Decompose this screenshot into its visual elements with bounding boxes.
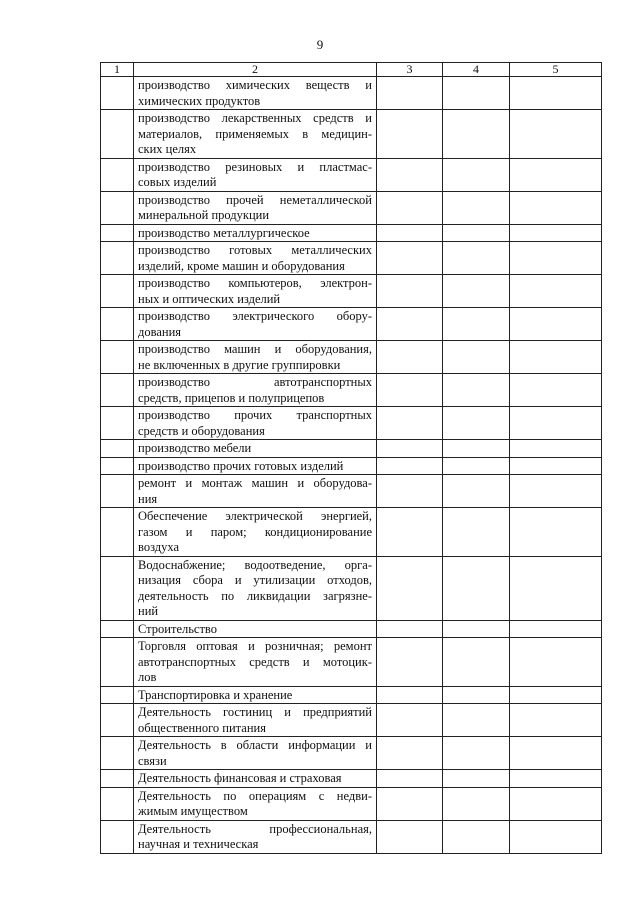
row-cell-col5 (510, 374, 602, 407)
row-cell-col5 (510, 820, 602, 853)
row-cell-col1 (101, 374, 134, 407)
row-cell-col4 (443, 110, 510, 159)
table-row (101, 475, 602, 508)
row-cell-col5 (510, 686, 602, 704)
activity-line: воздуха (138, 540, 180, 554)
row-cell-col3 (377, 787, 443, 820)
row-cell-col4 (443, 374, 510, 407)
row-cell-col4 (443, 787, 510, 820)
row-cell-col5 (510, 787, 602, 820)
activity-line: научная и техническая (138, 837, 259, 851)
row-cell-activity (134, 787, 377, 820)
row-cell-col4 (443, 158, 510, 191)
row-cell-col3 (377, 686, 443, 704)
activity-line: минеральной продукции (138, 208, 270, 222)
row-cell-col1 (101, 787, 134, 820)
row-cell-activity (134, 308, 377, 341)
row-cell-col1 (101, 508, 134, 557)
table-row (101, 556, 602, 620)
row-cell-col3 (377, 275, 443, 308)
activity-line: Водоснабжение; водоотведение, орга- (138, 557, 372, 572)
page-number: 9 (316, 37, 324, 52)
column-header-2: 2 (134, 63, 377, 77)
row-cell-col5 (510, 77, 602, 110)
table-row (101, 457, 602, 475)
row-cell-col5 (510, 475, 602, 508)
row-cell-col3 (377, 737, 443, 770)
row-cell-col4 (443, 224, 510, 242)
column-header-5: 5 (510, 63, 602, 77)
activity-line: ремонт и монтаж машин и оборудова- (138, 476, 372, 490)
table-row (101, 620, 602, 638)
row-cell-col5 (510, 508, 602, 557)
activity-line: Деятельность гостиниц и предприятий (138, 705, 372, 719)
activity-line: Торговля оптовая и розничная; ремонт (138, 639, 372, 653)
row-cell-col1 (101, 686, 134, 704)
row-cell-col3 (377, 242, 443, 275)
table-row (101, 77, 602, 110)
row-cell-col5 (510, 737, 602, 770)
table-row (101, 737, 602, 770)
activity-line: дования (138, 324, 182, 339)
row-cell-col1 (101, 770, 134, 788)
row-cell-col4 (443, 686, 510, 704)
row-cell-col1 (101, 737, 134, 770)
data-table (100, 62, 602, 854)
activity-line: связи (138, 753, 167, 768)
row-cell-col3 (377, 407, 443, 440)
table-row (101, 374, 602, 407)
row-cell-activity (134, 457, 377, 475)
row-cell-col4 (443, 737, 510, 770)
row-cell-activity (134, 77, 377, 110)
activity-line: производство резиновых и пластмас- (138, 159, 372, 174)
table-row (101, 440, 602, 458)
row-cell-col4 (443, 407, 510, 440)
row-cell-activity (134, 556, 377, 620)
activity-line: производство химических веществ и (138, 78, 372, 92)
row-cell-col1 (101, 638, 134, 687)
row-cell-col3 (377, 374, 443, 407)
row-cell-activity (134, 242, 377, 275)
row-cell-col4 (443, 556, 510, 620)
activity-line: Деятельность в области информации и (138, 738, 372, 752)
row-cell-col1 (101, 457, 134, 475)
row-cell-activity (134, 475, 377, 508)
row-cell-col3 (377, 191, 443, 224)
activity-line: средств, прицепов и полуприцепов (138, 390, 325, 405)
row-cell-col4 (443, 475, 510, 508)
activity-line: химических продуктов (138, 93, 261, 108)
activity-line: производство электрического обору- (138, 309, 372, 323)
row-cell-col4 (443, 440, 510, 458)
row-cell-col1 (101, 224, 134, 242)
column-header-4: 4 (443, 63, 510, 77)
row-cell-col4 (443, 77, 510, 110)
row-cell-activity (134, 704, 377, 737)
activity-line: Строительство (138, 621, 218, 636)
row-cell-activity (134, 737, 377, 770)
header-row (101, 63, 602, 77)
row-cell-col4 (443, 457, 510, 475)
activity-line: не включенных в другие группировки (138, 357, 341, 372)
row-cell-activity (134, 110, 377, 159)
activity-line: жимым имуществом (138, 804, 248, 818)
row-cell-col3 (377, 457, 443, 475)
row-cell-col4 (443, 620, 510, 638)
table-row (101, 341, 602, 374)
row-cell-activity (134, 686, 377, 704)
row-cell-col1 (101, 620, 134, 638)
row-cell-col5 (510, 242, 602, 275)
row-cell-col5 (510, 620, 602, 638)
row-cell-activity (134, 158, 377, 191)
activity-line: ний (138, 604, 159, 618)
activity-line: низация сбора и утилизации отходов, (138, 573, 372, 587)
row-cell-col3 (377, 770, 443, 788)
row-cell-activity (134, 374, 377, 407)
row-cell-col3 (377, 77, 443, 110)
row-cell-col4 (443, 275, 510, 308)
table-row (101, 638, 602, 687)
table-row (101, 158, 602, 191)
column-header-3: 3 (377, 63, 443, 77)
activity-line: производство лекарственных средств и (138, 111, 372, 125)
activity-line: производство металлургическое (138, 225, 310, 240)
row-cell-col5 (510, 770, 602, 788)
table-row (101, 508, 602, 557)
row-cell-activity (134, 224, 377, 242)
row-cell-col4 (443, 638, 510, 687)
table-row (101, 308, 602, 341)
activity-line: Транспортировка и хранение (138, 687, 293, 702)
row-cell-col3 (377, 440, 443, 458)
activity-line: ских целях (138, 142, 197, 156)
row-cell-activity (134, 638, 377, 687)
row-cell-col3 (377, 508, 443, 557)
activity-line: совых изделий (138, 175, 217, 189)
activity-line: Обеспечение электрической энергией, (138, 509, 372, 523)
row-cell-col4 (443, 341, 510, 374)
row-cell-col4 (443, 191, 510, 224)
row-cell-col5 (510, 556, 602, 620)
activity-line: ния (138, 491, 158, 506)
row-cell-col1 (101, 820, 134, 853)
row-cell-col1 (101, 475, 134, 508)
row-cell-col4 (443, 704, 510, 737)
activity-line: ных и оптических изделий (138, 291, 281, 306)
activity-line: Деятельность профессиональная, (138, 821, 372, 836)
activity-line: производство готовых металлических (138, 243, 372, 257)
row-cell-col3 (377, 638, 443, 687)
row-cell-col1 (101, 110, 134, 159)
activity-line: производство прочих транспортных (138, 408, 372, 422)
row-cell-col1 (101, 704, 134, 737)
row-cell-col1 (101, 308, 134, 341)
row-cell-col5 (510, 704, 602, 737)
row-cell-col3 (377, 620, 443, 638)
table-row (101, 110, 602, 159)
activity-line: производство прочей неметаллической (138, 192, 372, 207)
activity-line: Деятельность по операциям с недви- (138, 788, 372, 803)
row-cell-col5 (510, 191, 602, 224)
row-cell-col4 (443, 242, 510, 275)
row-cell-col4 (443, 308, 510, 341)
table-body (101, 77, 602, 854)
row-cell-col3 (377, 820, 443, 853)
activity-line: лов (138, 670, 157, 684)
table-row (101, 704, 602, 737)
row-cell-col5 (510, 275, 602, 308)
row-cell-col1 (101, 242, 134, 275)
table-row (101, 407, 602, 440)
row-cell-activity (134, 770, 377, 788)
table-row (101, 787, 602, 820)
row-cell-activity (134, 620, 377, 638)
row-cell-col5 (510, 440, 602, 458)
activity-line: автотранспортных средств и мотоцик- (138, 654, 372, 669)
row-cell-col1 (101, 440, 134, 458)
activity-line: производство машин и оборудования, (138, 342, 372, 356)
row-cell-col1 (101, 407, 134, 440)
row-cell-col3 (377, 110, 443, 159)
row-cell-activity (134, 820, 377, 853)
row-cell-col3 (377, 704, 443, 737)
column-header-1: 1 (101, 63, 134, 77)
row-cell-col5 (510, 224, 602, 242)
row-cell-activity (134, 440, 377, 458)
row-cell-col1 (101, 77, 134, 110)
row-cell-col4 (443, 770, 510, 788)
activity-line: производство мебели (138, 441, 252, 455)
activity-line: производство автотранспортных (138, 375, 372, 389)
activity-line: Деятельность финансовая и страховая (138, 771, 342, 785)
activity-line: материалов, применяемых в медицин- (138, 126, 372, 141)
table-row (101, 770, 602, 788)
row-cell-activity (134, 341, 377, 374)
row-cell-col3 (377, 475, 443, 508)
table-row (101, 242, 602, 275)
activity-line: газом и паром; кондиционирование (138, 524, 372, 539)
row-cell-activity (134, 275, 377, 308)
row-cell-col1 (101, 275, 134, 308)
row-cell-activity (134, 191, 377, 224)
table-row (101, 191, 602, 224)
table-row (101, 820, 602, 853)
table-row (101, 224, 602, 242)
activity-line: средств и оборудования (138, 423, 265, 438)
row-cell-col3 (377, 158, 443, 191)
activity-line: деятельность по ликвидации загрязне- (138, 588, 372, 603)
row-cell-col5 (510, 308, 602, 341)
activity-line: производство компьютеров, электрон- (138, 276, 372, 290)
row-cell-col1 (101, 191, 134, 224)
row-cell-col5 (510, 457, 602, 475)
row-cell-col5 (510, 158, 602, 191)
row-cell-col5 (510, 638, 602, 687)
row-cell-col3 (377, 308, 443, 341)
activity-line: изделий, кроме машин и оборудования (138, 258, 345, 273)
row-cell-col3 (377, 556, 443, 620)
row-cell-col5 (510, 341, 602, 374)
row-cell-col1 (101, 158, 134, 191)
table-row (101, 275, 602, 308)
row-cell-col5 (510, 407, 602, 440)
row-cell-col1 (101, 556, 134, 620)
row-cell-col3 (377, 341, 443, 374)
activity-line: производство прочих готовых изделий (138, 458, 344, 473)
row-cell-activity (134, 407, 377, 440)
row-cell-col4 (443, 508, 510, 557)
row-cell-col4 (443, 820, 510, 853)
row-cell-col5 (510, 110, 602, 159)
row-cell-col3 (377, 224, 443, 242)
row-cell-activity (134, 508, 377, 557)
row-cell-col1 (101, 341, 134, 374)
activity-line: общественного питания (138, 720, 266, 735)
table-row (101, 686, 602, 704)
